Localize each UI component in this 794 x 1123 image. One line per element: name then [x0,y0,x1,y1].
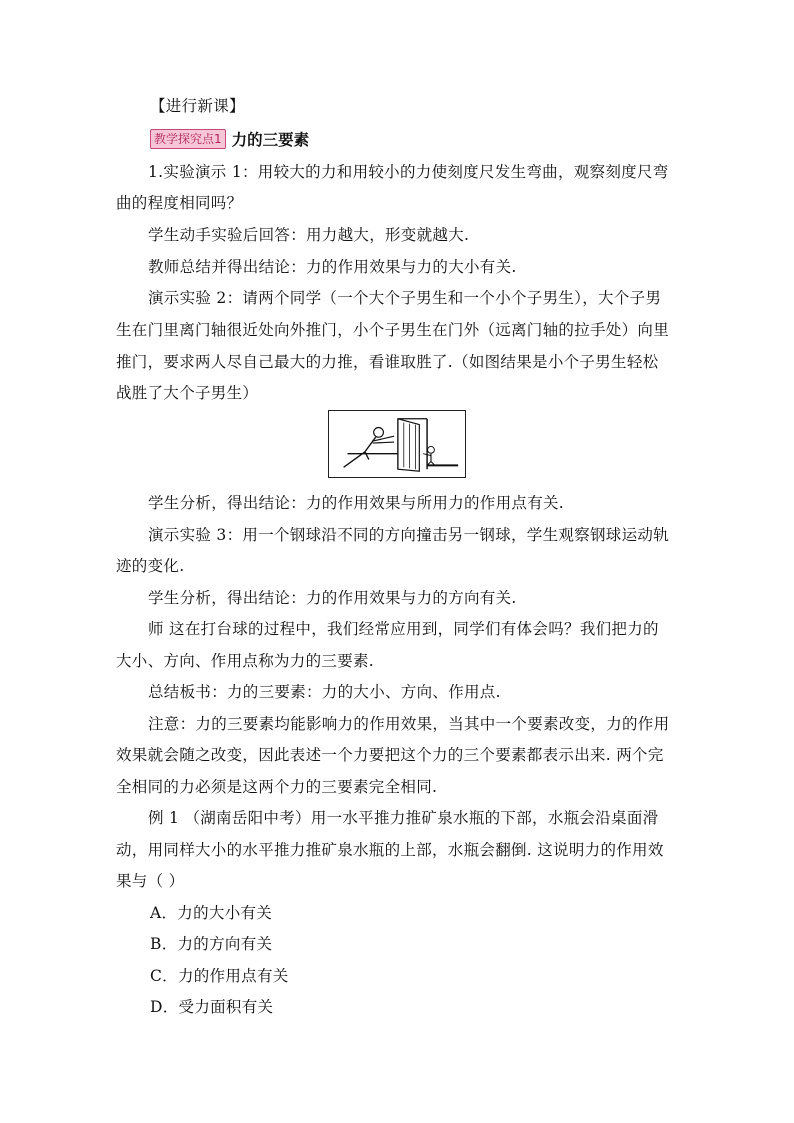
paragraph-line: 1.实验演示 1：用较大的力和用较小的力使刻度尺发生弯曲，观察刻度尺弯 [148,163,669,181]
paragraph-line: 推门，要求两人尽自己最大的力推，看谁取胜了.（如图结果是小个子男生轻松 [116,353,659,371]
option-b: B．力的方向有关 [150,935,273,953]
paragraph-line: 总结板书：力的三要素：力的大小、方向、作用点. [148,683,501,701]
paragraph-line: 注意：力的三要素均能影响力的作用效果，当其中一个要素改变，力的作用 [148,715,670,733]
paragraph-line: 师 这在打台球的过程中，我们经常应用到，同学们有体会吗？我们把力的 [148,620,659,638]
paragraph-line: 生在门里离门轴很近处向外推门，小个子男生在门外（远离门轴的拉手处）向里 [116,321,670,339]
option-d: D．受力面积有关 [150,998,274,1016]
paragraph-line: 动，用同样大小的水平推力推矿泉水瓶的上部，水瓶会翻倒. 这说明力的作用效 [116,841,664,859]
paragraph-line: 学生分析，得出结论：力的作用效果与所用力的作用点有关. [148,494,565,512]
option-a: A．力的大小有关 [150,904,273,922]
section-title: 【进行新课】 [150,97,245,115]
paragraph-line: 例 1 （湖南岳阳中考）用一水平推力推矿泉水瓶的下部，水瓶会沿桌面滑 [148,809,659,827]
paragraph-line: 战胜了大个子男生） [116,384,259,402]
option-c: C．力的作用点有关 [150,967,289,985]
door-push-illustration-icon [329,411,465,477]
paragraph-line: 全相同的力必须是这两个力的三要素完全相同. [116,778,438,796]
paragraph-line: 演示实验 3：用一个钢球沿不同的方向撞击另一钢球，学生观察钢球运动轨 [148,526,669,544]
topic-header [150,128,309,150]
paragraph-line: 迹的变化. [116,557,185,575]
paragraph-line: 演示实验 2：请两个同学（一个大个子男生和一个小个子男生），大个子男 [148,289,662,307]
paragraph-line: 果与（ ） [116,872,185,890]
topic-badge: 教学探究点1 [150,129,226,149]
topic-title: 力的三要素 [231,131,310,149]
paragraph-line: 教师总结并得出结论：力的作用效果与力的大小有关. [148,258,517,276]
paragraph-line: 大小、方向、作用点称为力的三要素. [116,652,375,670]
paragraph-line: 曲的程度相同吗？ [116,194,243,212]
door-push-figure [328,410,466,478]
paragraph-line: 学生动手实验后回答：用力越大，形变就越大. [148,226,470,244]
paragraph-line: 学生分析，得出结论：力的作用效果与力的方向有关. [148,589,517,607]
paragraph-line: 效果就会随之改变，因此表述一个力要把这个力的三个要素都表示出来. 两个完 [116,746,664,764]
